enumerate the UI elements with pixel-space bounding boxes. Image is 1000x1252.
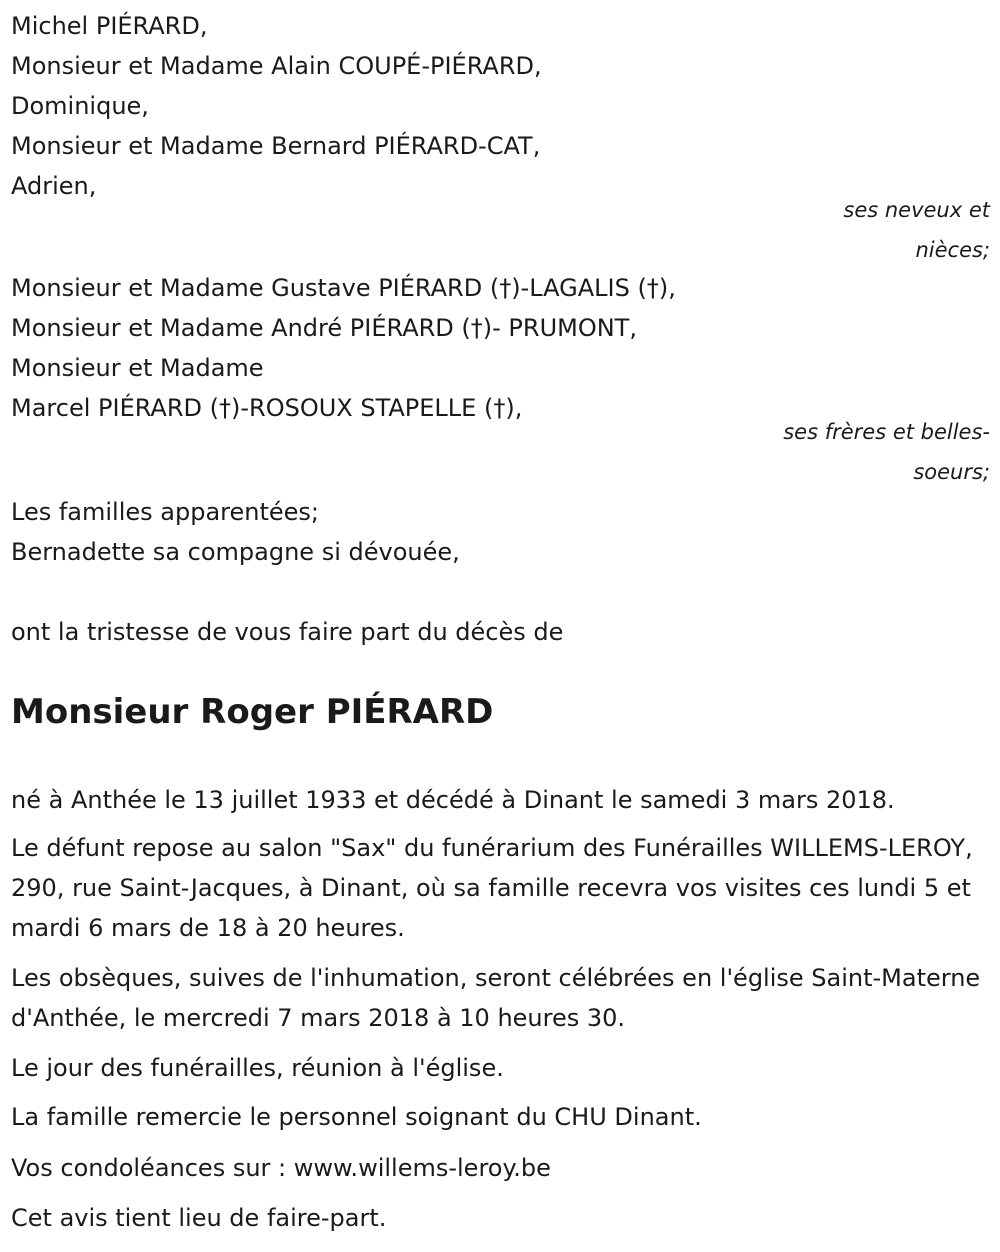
visitation-info: Le défunt repose au salon "Sax" du funérarium des Funérailles WILLEMS-LEROY, 290, rue Saint-Jacques, à Dinant, où sa famille recevra vos visites ces lundi 5 et mardi 6 mars de 18 à 20 heures. <box>11 834 973 942</box>
family-line: Monsieur et Madame <box>11 354 264 382</box>
relation-label: ses frères et belles- <box>783 420 990 444</box>
family-line: Bernadette sa compagne si dévouée, <box>11 538 460 566</box>
thanks-info: La famille remercie le personnel soignant du CHU Dinant. <box>11 1103 702 1131</box>
condolences-info: Vos condoléances sur : www.willems-leroy.be <box>11 1154 551 1182</box>
family-line: Monsieur et Madame Bernard PIÉRARD-CAT, <box>11 132 541 160</box>
relation-label: ses neveux et <box>843 198 990 222</box>
deceased-name: Monsieur Roger PIÉRARD <box>11 692 494 732</box>
family-line: Monsieur et Madame Alain COUPÉ-PIÉRARD, <box>11 52 542 80</box>
funeral-info: Les obsèques, suives de l'inhumation, seront célébrées en l'église Saint-Materne d'Anthée, le mercredi 7 mars 2018 à 10 heures 30. <box>11 964 981 1032</box>
family-line: Michel PIÉRARD, <box>11 12 208 40</box>
meeting-info: Le jour des funérailles, réunion à l'église. <box>11 1054 504 1082</box>
family-line: Adrien, <box>11 172 97 200</box>
family-line: Monsieur et Madame André PIÉRARD (†)- PRUMONT, <box>11 314 637 342</box>
announcement: ont la tristesse de vous faire part du décès de <box>11 618 564 646</box>
family-line: Marcel PIÉRARD (†)-ROSOUX STAPELLE (†), <box>11 394 523 422</box>
relation-label: soeurs; <box>913 460 990 484</box>
family-line: Monsieur et Madame Gustave PIÉRARD (†)-LAGALIS (†), <box>11 274 676 302</box>
relation-label: nièces; <box>915 238 990 262</box>
family-line: Les familles apparentées; <box>11 498 320 526</box>
family-line: Dominique, <box>11 92 149 120</box>
notice-info: Cet avis tient lieu de faire-part. <box>11 1204 387 1232</box>
birth-death-info: né à Anthée le 13 juillet 1933 et décédé à Dinant le samedi 3 mars 2018. <box>11 786 895 814</box>
